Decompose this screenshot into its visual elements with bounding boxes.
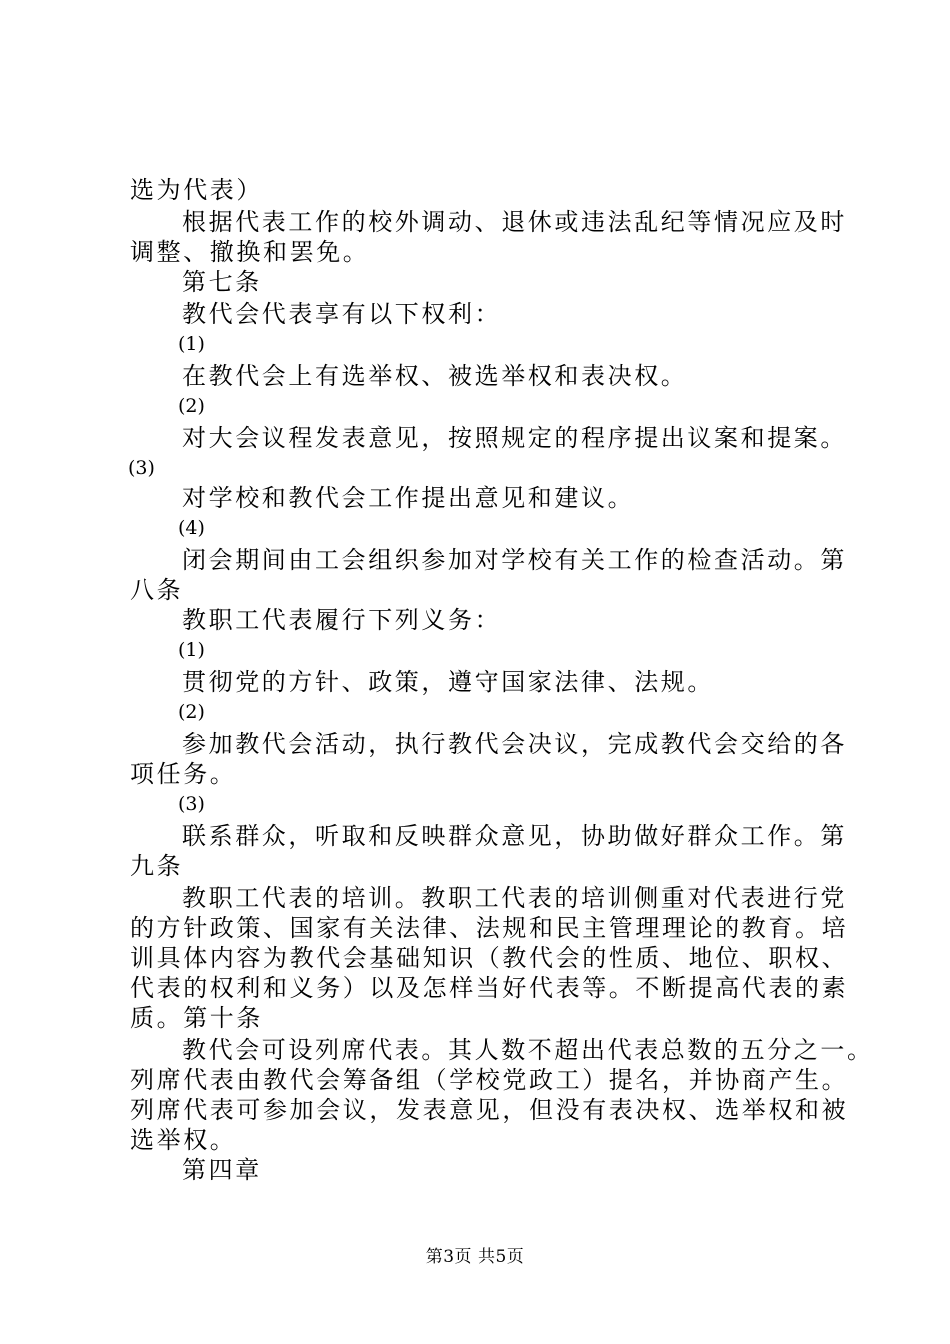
text-line: 教职工代表履行下列义务： bbox=[182, 606, 502, 634]
list-number: (1) bbox=[178, 639, 205, 661]
text-line: 选举权。 bbox=[130, 1126, 237, 1154]
list-number: (3) bbox=[178, 793, 205, 815]
text-line: 代表的权利和义务）以及怎样当好代表等。不断提高代表的素 bbox=[130, 974, 849, 1002]
text-line: 教代会代表享有以下权利： bbox=[182, 300, 502, 328]
article-heading: 第七条 bbox=[182, 268, 262, 296]
text-line: 训具体内容为教代会基础知识（教代会的性质、地位、职权、 bbox=[130, 944, 849, 972]
text-line: 对学校和教代会工作提出意见和建议。 bbox=[182, 484, 635, 512]
text-line: 联系群众，听取和反映群众意见，协助做好群众工作。第 bbox=[182, 822, 847, 850]
text-line: 教代会可设列席代表。其人数不超出代表总数的五分之一。 bbox=[182, 1036, 874, 1064]
list-number: (1) bbox=[178, 333, 205, 355]
page-footer: 第3页 共5页 bbox=[425, 1247, 525, 1267]
list-number: (2) bbox=[178, 395, 205, 417]
article-heading: 九条 bbox=[130, 852, 184, 880]
text-line: 的方针政策、国家有关法律、法规和民主管理理论的教育。培 bbox=[130, 914, 849, 942]
text-line: 列席代表可参加会议，发表意见，但没有表决权、选举权和被 bbox=[130, 1096, 849, 1124]
text-line: 闭会期间由工会组织参加对学校有关工作的检查活动。第 bbox=[182, 546, 847, 574]
list-number: (3) bbox=[128, 457, 155, 479]
text-line: 项任务。 bbox=[130, 760, 237, 788]
list-number: (4) bbox=[178, 517, 205, 539]
text-line: 根据代表工作的校外调动、退休或违法乱纪等情况应及时 bbox=[182, 208, 847, 236]
list-number: (2) bbox=[178, 701, 205, 723]
text-line: 参加教代会活动，执行教代会决议，完成教代会交给的各 bbox=[182, 730, 847, 758]
text-line: 对大会议程发表意见，按照规定的程序提出议案和提案。 bbox=[182, 424, 847, 452]
chapter-heading: 第四章 bbox=[182, 1156, 262, 1184]
article-heading: 八条 bbox=[130, 576, 184, 604]
text-line: 教职工代表的培训。教职工代表的培训侧重对代表进行党 bbox=[182, 884, 847, 912]
text-line: 质。第十条 bbox=[130, 1004, 263, 1032]
text-line: 贯彻党的方针、政策，遵守国家法律、法规。 bbox=[182, 668, 714, 696]
text-line: 调整、撤换和罢免。 bbox=[130, 238, 370, 266]
text-line: 选为代表） bbox=[130, 176, 263, 204]
text-line: 在教代会上有选举权、被选举权和表决权。 bbox=[182, 362, 688, 390]
text-line: 列席代表由教代会筹备组（学校党政工）提名，并协商产生。 bbox=[130, 1066, 849, 1094]
